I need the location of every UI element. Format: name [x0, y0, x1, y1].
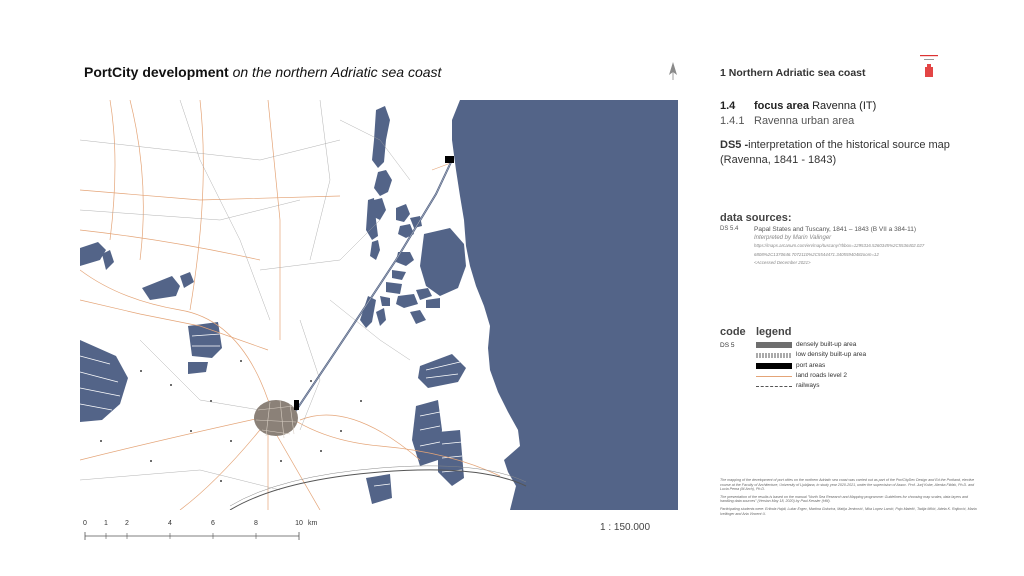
focus-area-line	[720, 100, 876, 112]
code-heading: code	[720, 326, 746, 338]
sub-number: 1.4.1	[720, 115, 745, 127]
scale-tick-2: 2	[125, 520, 129, 527]
ravenna-city	[254, 400, 299, 438]
legend-label-low-density: low density built-up area	[796, 351, 867, 358]
legend-swatch-port	[756, 363, 792, 369]
credits-paragraph-3: Participating students were: Erlinda Hajdi, Lukar Ergec, Martina Golorica, Matija Jeninović, Nika Lopez Lamić, Pajo Matelić, Tadija Mikić, Adela K. Rajković, Maria Ivellinger and Aria Vincent U.	[720, 506, 977, 516]
legend-label-dense: densely built-up area	[796, 341, 857, 348]
legend-label-port: port areas	[796, 362, 826, 369]
legend-swatch-dense	[756, 342, 792, 348]
source-author: Interpreted by Marin Valinger	[754, 234, 832, 241]
title-bold: PortCity development	[84, 64, 229, 80]
scale-bar	[80, 516, 320, 546]
scale-tick-4: 4	[168, 520, 172, 527]
legend-swatch-railways	[756, 386, 792, 387]
scale-tick-1: 1	[104, 520, 108, 527]
source-url[interactable]: https://maps.arcanum.com/en/map/tuscany/?bbox=1295316.5260345%2C5536402.027 6808%2C1370646.7072110%2C5544471.3405594048zoom=12	[754, 243, 925, 257]
focus-label-bold: focus area	[754, 100, 810, 112]
legend-swatch-low-density	[756, 353, 792, 358]
legend-heading-label: legend	[756, 326, 792, 338]
chapter-heading: 1 Northern Adriatic sea coast	[720, 67, 866, 79]
credits-paragraph-2: The presentation of the results is based on the manual "North Sea Research and Mapping programme: Guidelines for choosing map scales, data layers and handling data sources" (Version May 18, 2020) by Paul Kessler (HM).	[720, 494, 968, 504]
title-italic: on the northern Adriatic sea coast	[232, 64, 442, 80]
university-logo-icon	[918, 55, 940, 79]
scale-unit: km	[308, 520, 318, 527]
legend-swatch-roads	[756, 376, 792, 377]
local-paths	[80, 100, 410, 490]
scale-tick-8: 8	[254, 520, 258, 527]
legend-label-roads: land roads level 2	[796, 372, 847, 379]
legend-heading	[720, 326, 791, 338]
port-area	[445, 156, 454, 163]
legend-code: DS 5	[720, 342, 735, 349]
source-item	[720, 226, 979, 268]
map-scale-ratio: 1 : 150.000	[600, 522, 651, 533]
scale-tick-10: 10	[295, 520, 303, 527]
scale-tick-6: 6	[211, 520, 215, 527]
map-canvas[interactable]	[80, 100, 678, 510]
reclaimed-fields	[80, 242, 466, 504]
credits-text	[720, 478, 980, 519]
source-title: Papal States and Tuscany, 1841 – 1843 (B VII a 384-11)	[754, 226, 917, 233]
focus-number: 1.4	[720, 100, 736, 112]
credits-paragraph-1: The mapping of the development of port cities on the northern Adriatic sea coast was carried out as part of the PortCityDev Design and Ed the Portland, elective course at the Faculty of Architecture, University of Ljubljana, in study year 2020-2021, under the supervision of Assoc. Prof. Jurij Kobe, Alenka Fikfak, Ph.D. and Lucia Perna (M.Arch), Ph.D.	[720, 478, 975, 492]
focus-label: Ravenna (IT)	[812, 100, 877, 112]
scattered-buildings	[100, 360, 362, 482]
scale-tick-0: 0	[83, 520, 87, 527]
adriatic-sea	[452, 100, 678, 510]
source-number: DS 5.4	[720, 226, 739, 232]
sources-heading: data sources:	[720, 212, 792, 224]
legend-label-railways: railways	[796, 382, 820, 389]
north-arrow-icon	[668, 62, 678, 80]
sub-label: Ravenna urban area	[754, 115, 855, 127]
dataset-code: DS5 -	[720, 139, 749, 151]
dataset-text: interpretation of the historical source map (Ravenna, 1841 - 1843)	[720, 139, 950, 166]
page-title	[84, 64, 441, 80]
dataset-description	[720, 138, 970, 168]
sub-area-line	[720, 115, 854, 127]
source-accessed: <Accessed December 2021>	[754, 260, 811, 265]
lagoon-group	[360, 106, 466, 328]
